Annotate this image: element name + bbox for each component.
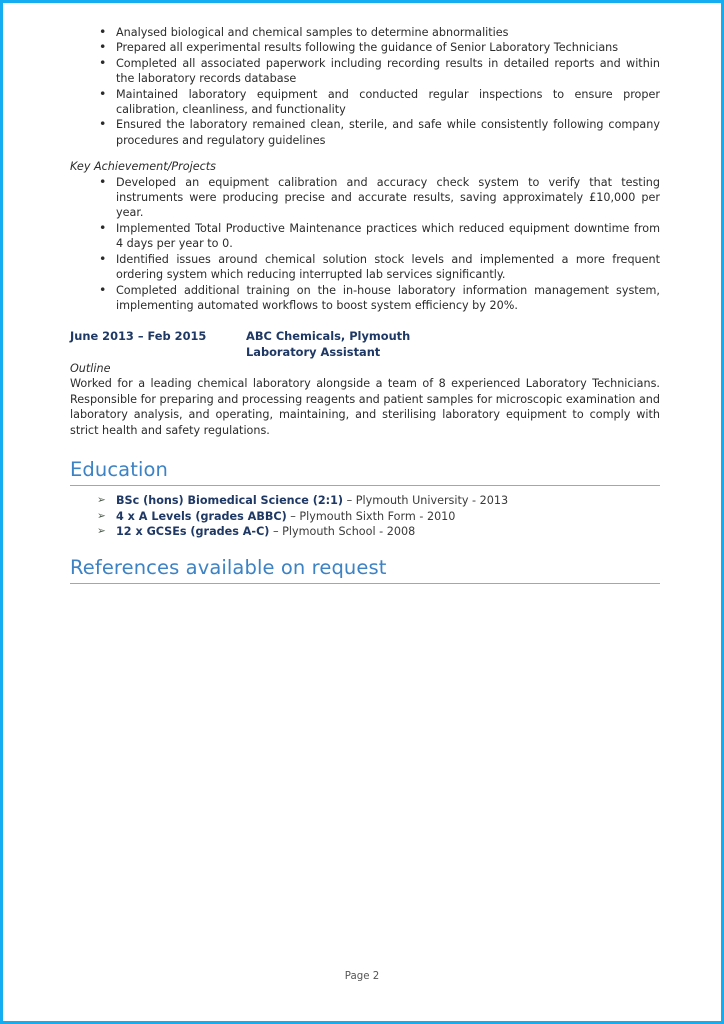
page-content bbox=[70, 25, 660, 584]
list-item: • Prepared all experimental results following the guidance of Senior Laboratory Technicians bbox=[70, 40, 660, 55]
spacer bbox=[70, 540, 660, 556]
education-detail: – Plymouth School - 2008 bbox=[269, 525, 416, 539]
list-item: • Ensured the laboratory remained clean, sterile, and safe while consistently following company procedures and regulatory guidelines bbox=[70, 117, 660, 148]
list-item bbox=[70, 493, 660, 509]
outline-paragraph: Worked for a leading chemical laboratory alongside a team of 8 experienced Laboratory Technicians. Responsible for preparing and processing reagents and patient samples for microscopic examination and laboratory analysis, and operating, maintaining, and sterilising laboratory equipment to comply with strict health and safety regulations. bbox=[70, 377, 660, 437]
job-dates: June 2013 – Feb 2015 bbox=[70, 329, 207, 344]
list-item: • Completed additional training on the in-house laboratory information management system, implementing automated workflows to boost system efficiency by 20%. bbox=[70, 283, 660, 314]
key-achievements-heading: Key Achievement/Projects bbox=[70, 160, 216, 174]
key-achievements-list bbox=[70, 175, 660, 314]
list-item: • Analysed biological and chemical samples to determine abnormalities bbox=[70, 25, 660, 40]
spacer bbox=[70, 486, 660, 493]
list-item: • Maintained laboratory equipment and conducted regular inspections to ensure proper calibration, cleanliness, and functionality bbox=[70, 87, 660, 118]
list-item: • Developed an equipment calibration and accuracy check system to verify that testing instruments were producing precise and accurate results, saving approximately £10,000 per year. bbox=[70, 175, 660, 221]
experience-bullet-list bbox=[70, 25, 660, 148]
section-heading-education: Education bbox=[70, 457, 168, 481]
job-employer: ABC Chemicals, Plymouth bbox=[246, 329, 411, 344]
education-list bbox=[70, 493, 660, 540]
job-header bbox=[70, 329, 660, 361]
job-employer-block bbox=[246, 329, 660, 361]
list-item bbox=[70, 509, 660, 525]
page-footer: Page 2 bbox=[344, 971, 380, 982]
outline-label: Outline bbox=[70, 361, 111, 375]
references-section bbox=[70, 556, 660, 584]
section-divider bbox=[70, 583, 660, 584]
list-item bbox=[70, 524, 660, 540]
list-item: • Implemented Total Productive Maintenance practices which reduced equipment downtime from 4 days per year to 0. bbox=[70, 221, 660, 252]
job-role: Laboratory Assistant bbox=[246, 345, 381, 360]
education-qualification: BSc (hons) Biomedical Science (2:1) bbox=[116, 493, 344, 507]
section-heading-references: References available on request bbox=[70, 555, 387, 579]
list-item: • Completed all associated paperwork including recording results in detailed reports and within the laboratory records database bbox=[70, 56, 660, 87]
education-detail: – Plymouth University - 2013 bbox=[343, 493, 509, 507]
education-section bbox=[70, 458, 660, 486]
spacer bbox=[70, 313, 660, 329]
education-qualification: 12 x GCSEs (grades A-C) bbox=[116, 525, 270, 539]
list-item: • Identified issues around chemical solution stock levels and implemented a more frequent ordering system which reducing interrupted lab services significantly. bbox=[70, 252, 660, 283]
education-detail: – Plymouth Sixth Form - 2010 bbox=[286, 509, 456, 523]
spacer bbox=[70, 438, 660, 458]
spacer bbox=[70, 148, 660, 159]
education-qualification: 4 x A Levels (grades ABBC) bbox=[116, 509, 287, 523]
